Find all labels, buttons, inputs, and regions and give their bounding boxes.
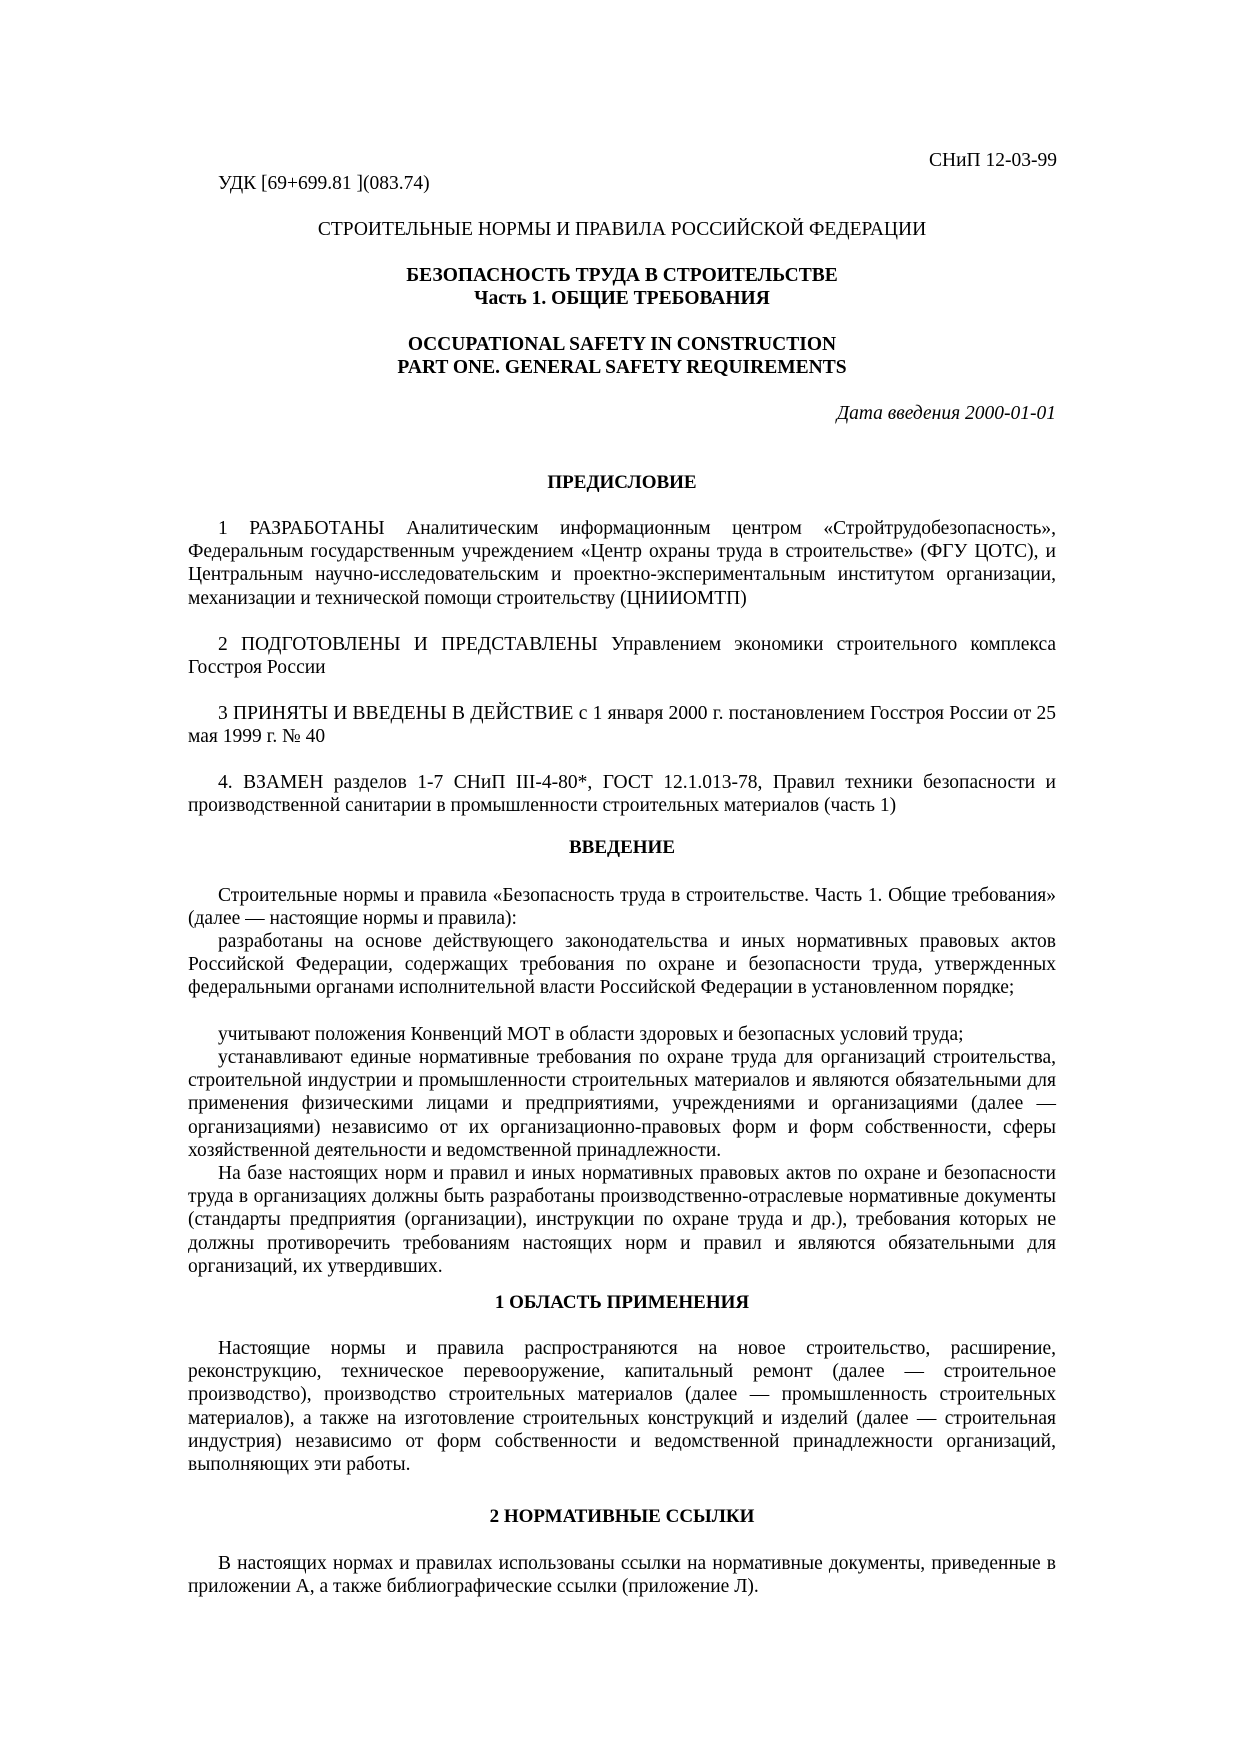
- introduction-date: Дата введения 2000-01-01: [836, 403, 1056, 424]
- document-code: СНиП 12-03-99: [929, 150, 1057, 171]
- scope-paragraph: Настоящие нормы и правила распространяются на новое строительство, расширение, реконструкцию, техническое перевооружение, капитальный ремонт (далее — строительное производство), производство строительных материалов (далее — промышленность строительных материалов), а также на изготовление строительных конструкций и изделий (далее — строительная индустрия) независимо от форм собственности и ведомственной принадлежности организаций, выполняющих эти работы.: [188, 1338, 1056, 1476]
- introduction-paragraph: устанавливают единые нормативные требования по охране труда для организаций строительства, строительной индустрии и промышленности строительных материалов и являются обязательными для применения физическими лицами и предприятиями, учреждениями и организациями (далее — организациями) независимо от их организационно-правовых форм и форм собственности, сферы хозяйственной деятельности и ведомственной принадлежности.: [188, 1047, 1056, 1161]
- title-ru-line-1: БЕЗОПАСНОСТЬ ТРУДА В СТРОИТЕЛЬСТВЕ: [406, 265, 838, 286]
- references-paragraph: В настоящих нормах и правилах использованы ссылки на нормативные документы, приведенные в приложении А, а также библиографические ссылки (приложение Л).: [188, 1553, 1056, 1598]
- norms-title: СТРОИТЕЛЬНЫЕ НОРМЫ И ПРАВИЛА РОССИЙСКОЙ ФЕДЕРАЦИИ: [317, 219, 927, 240]
- title-ru-line-2: Часть 1. ОБЩИЕ ТРЕБОВАНИЯ: [474, 288, 770, 309]
- scope-heading: 1 ОБЛАСТЬ ПРИМЕНЕНИЯ: [494, 1292, 750, 1313]
- introduction-paragraph: На базе настоящих норм и правил и иных нормативных правовых актов по охране и безопасности труда в организациях должны быть разработаны производственно-отраслевые нормативные документы (стандарты предприятия (организации), инструкции по охране труда и др.), требования которых не должны противоречить требованиям настоящих норм и правил и являются обязательными для организаций, их утвердивших.: [188, 1163, 1056, 1277]
- introduction-paragraph: учитывают положения Конвенций МОТ в области здоровых и безопасных условий труда;: [218, 1024, 964, 1045]
- foreword-heading: ПРЕДИСЛОВИЕ: [547, 472, 697, 493]
- foreword-item: 1 РАЗРАБОТАНЫ Аналитическим информационным центром «Стройтрудобезопасность», Федеральным государственным учреждением «Центр охраны труда в строительстве» (ФГУ ЦОТС), и Центральным научно-исследовательским и проектно-экспериментальным институтом организации, механизации и технической помощи строительству (ЦНИИОМТП): [188, 518, 1056, 609]
- foreword-item: 3 ПРИНЯТЫ И ВВЕДЕНЫ В ДЕЙСТВИЕ с 1 января 2000 г. постановлением Госстроя России от 25 мая 1999 г. № 40: [188, 703, 1056, 748]
- introduction-paragraph: Строительные нормы и правила «Безопасность труда в строительстве. Часть 1. Общие требования» (далее — настоящие нормы и правила):: [188, 885, 1056, 930]
- introduction-paragraph: разработаны на основе действующего законодательства и иных нормативных правовых актов Российской Федерации, содержащих требования по охране и безопасности труда, утвержденных федеральными органами исполнительной власти Российской Федерации в установленном порядке;: [188, 931, 1056, 999]
- udk-code: УДК [69+699.81 ](083.74): [218, 173, 430, 194]
- introduction-heading: ВВЕДЕНИЕ: [569, 837, 675, 858]
- title-en-line-1: OCCUPATIONAL SAFETY IN CONSTRUCTION: [407, 334, 837, 355]
- title-en-line-2: PART ONE. GENERAL SAFETY REQUIREMENTS: [397, 357, 847, 378]
- references-heading: 2 НОРМАТИВНЫЕ ССЫЛКИ: [489, 1506, 755, 1527]
- foreword-item: 4. ВЗАМЕН разделов 1-7 СНиП III-4-80*, ГОСТ 12.1.013-78, Правил техники безопасности и производственной санитарии в промышленности строительных материалов (часть 1): [188, 772, 1056, 817]
- foreword-item: 2 ПОДГОТОВЛЕНЫ И ПРЕДСТАВЛЕНЫ Управлением экономики строительного комплекса Госстроя России: [188, 634, 1056, 679]
